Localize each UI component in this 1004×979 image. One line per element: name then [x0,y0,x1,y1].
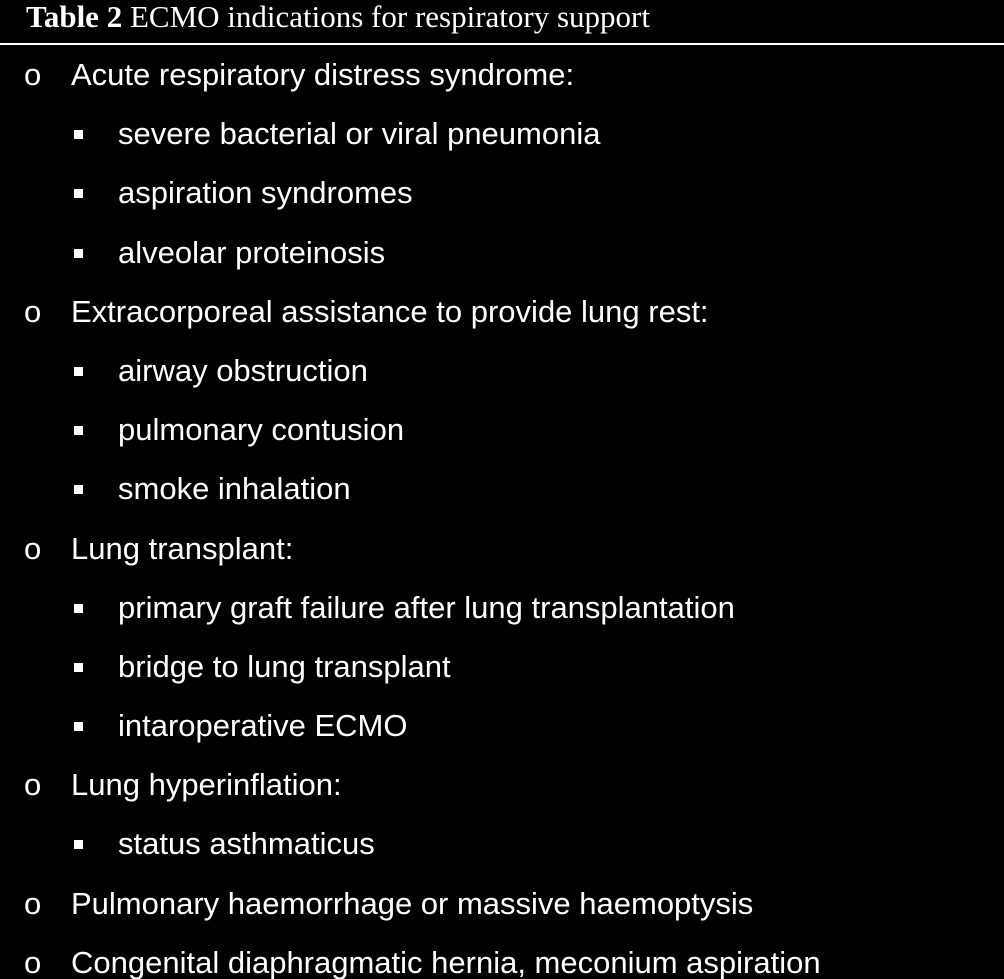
table-caption: ECMO indications for respiratory support [129,0,650,34]
circle-bullet-icon: o [24,767,42,803]
sub-indication-text: smoke inhalation [118,471,351,507]
square-bullet-icon [74,485,83,494]
sub-indication-item [0,104,1004,163]
sub-indication-text: status asthmaticus [118,826,375,862]
indication-item [0,874,1004,933]
indication-text: Lung transplant: [71,530,294,566]
circle-bullet-icon: o [24,944,42,979]
sub-indication-item [0,223,1004,282]
sub-indication-text: severe bacterial or viral pneumonia [118,116,601,152]
sub-indication-item [0,696,1004,755]
circle-bullet-icon: o [24,293,42,329]
indication-item [0,933,1004,979]
square-bullet-icon [74,426,83,435]
indication-text: Acute respiratory distress syndrome: [71,57,575,92]
sub-indication-text: alveolar proteinosis [118,234,386,270]
sub-indication-item [0,814,1004,873]
sub-indication-text: aspiration syndromes [118,175,413,211]
square-bullet-icon [74,130,83,139]
indication-list [0,45,1004,979]
square-bullet-icon [74,249,83,258]
square-bullet-icon [74,840,83,849]
sub-indication-item [0,400,1004,459]
sub-indication-text: bridge to lung transplant [118,648,451,684]
square-bullet-icon [74,189,83,198]
sub-indication-text: intaroperative ECMO [118,708,408,744]
circle-bullet-icon: o [24,885,42,921]
sub-indication-item [0,163,1004,222]
sub-indication-item [0,341,1004,400]
sub-indication-text: primary graft failure after lung transplantation [118,589,735,625]
sub-indication-item [0,637,1004,696]
indication-item [0,755,1004,814]
indication-text: Extracorporeal assistance to provide lung rest: [71,293,709,329]
square-bullet-icon [74,367,83,376]
sub-indication-item [0,578,1004,637]
indication-text: Lung hyperinflation: [71,767,342,803]
indication-item [0,519,1004,578]
square-bullet-icon [74,604,83,613]
circle-bullet-icon: o [24,530,42,566]
table-label: Table 2 [26,0,123,34]
table-title [26,0,650,40]
sub-indication-text: airway obstruction [118,352,368,388]
sub-indication-text: pulmonary contusion [118,412,405,448]
indication-text: Congenital diaphragmatic hernia, meconium aspiration [71,944,821,979]
circle-bullet-icon: o [24,57,42,92]
square-bullet-icon [74,663,83,672]
indication-item [0,45,1004,104]
indication-item [0,282,1004,341]
square-bullet-icon [74,722,83,731]
sub-indication-item [0,459,1004,518]
indication-text: Pulmonary haemorrhage or massive haemoptysis [71,885,754,921]
